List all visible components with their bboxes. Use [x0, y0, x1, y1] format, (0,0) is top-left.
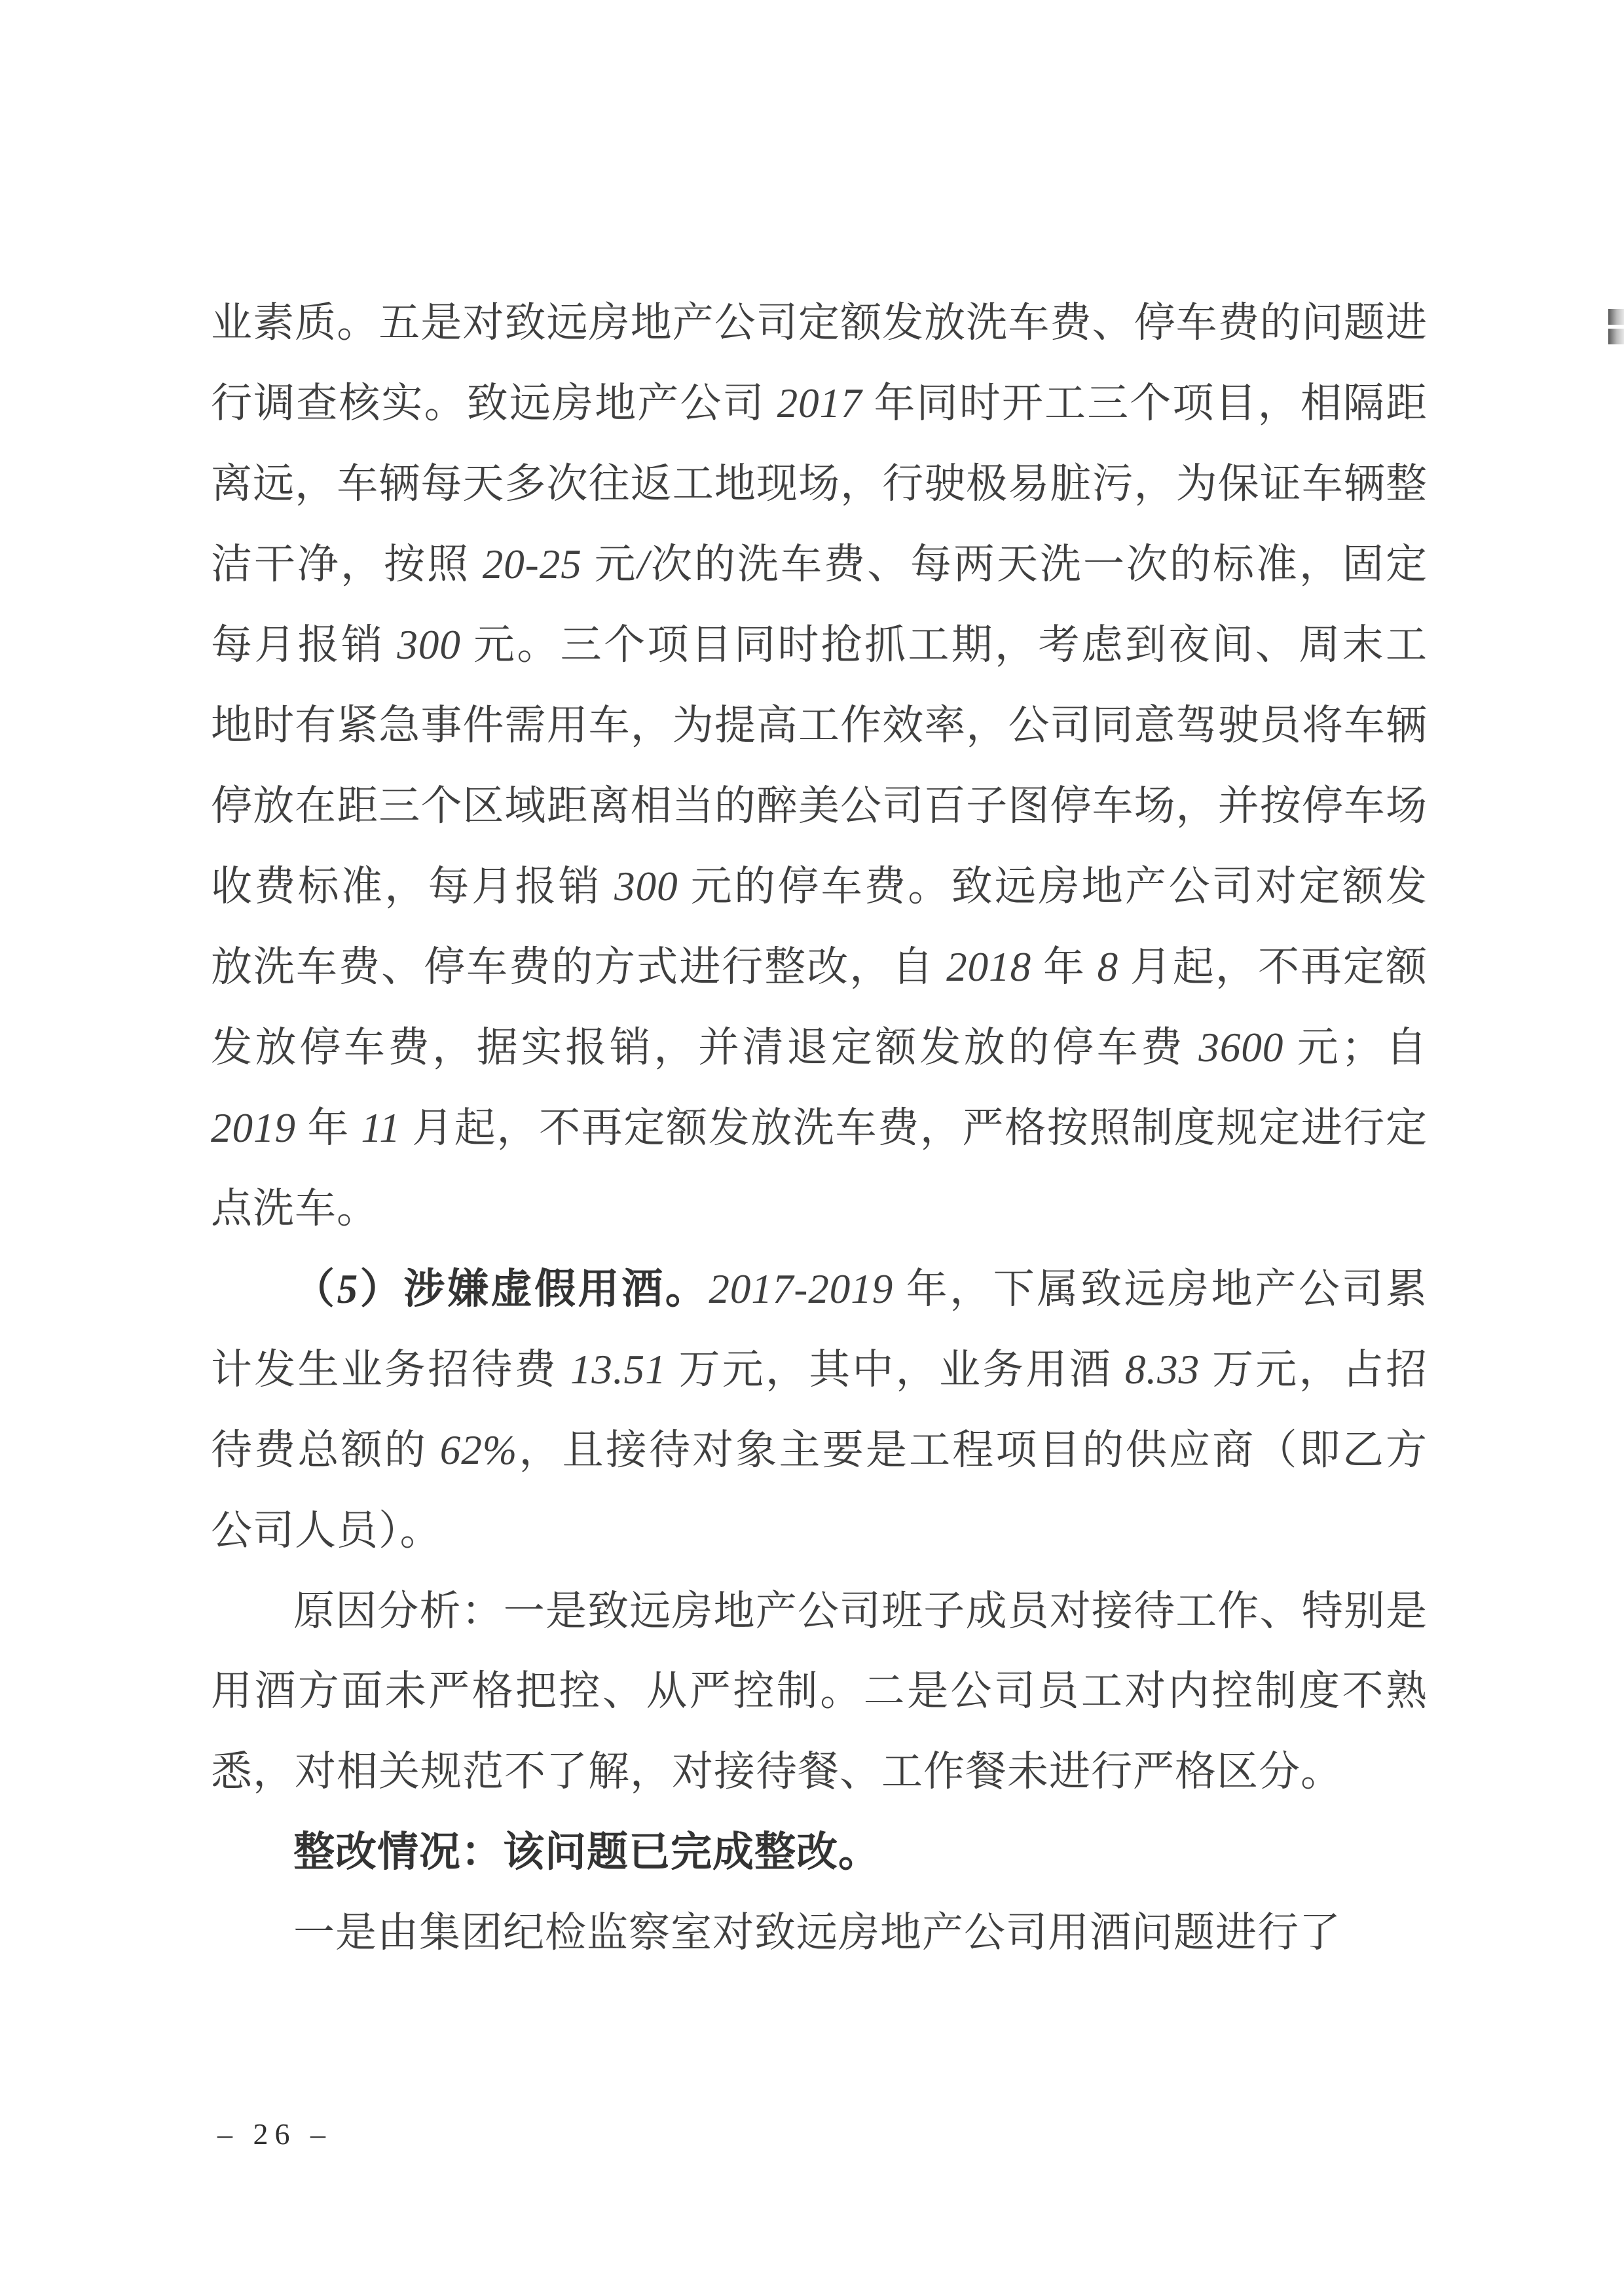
- paragraph-rectification-step-1: [211, 1893, 1428, 1973]
- paragraph-continued-text: 业素质。五是对致远房地产公司定额发放洗车费、停车费的问题进行调查核实。致远房地产公司 2017 年同时开工三个项目，相隔距离远，车辆每天多次往返工地现场，行驶极易脏污，为保证车辆整洁干净，按照 20-25 元/次的洗车费、每两天洗一次的标准，固定每月报销 300 元。三个项目同时抢抓工期，考虑到夜间、周末工地时有紧急事件需用车，为提高工作效率，公司同意驾驶员将车辆停放在距三个区域距离相当的醉美公司百子图停车场，并按停车场收费标准，每月报销 300 元的停车费。致远房地产公司对定额发放洗车费、停车费的方式进行整改，自 2018 年 8 月起，不再定额发放停车费，据实报销，并清退定额发放的停车费 3600 元；自 2019 年 11 月起，不再定额发放洗车费，严格按照制度规定进行定点洗车。: [211, 300, 1428, 1231]
- paragraph-cause-analysis: [211, 1571, 1428, 1813]
- paragraph-cause-analysis-text: 原因分析：一是致远房地产公司班子成员对接待工作、特别是用酒方面未严格把控、从严控制。二是公司员工对内控制度不熟悉，对相关规范不了解，对接待餐、工作餐未进行严格区分。: [211, 1588, 1428, 1795]
- paragraph-rectification-status-text: 整改情况：该问题已完成整改。: [293, 1829, 880, 1876]
- paragraph-item-5-heading: （5）涉嫌虚假用酒。: [293, 1266, 709, 1312]
- paragraph-continued: [211, 283, 1428, 1249]
- paragraph-item-5-body: 2017-2019 年，下属致远房地产公司累计发生业务招待费 13.51 万元，其中，业务用酒 8.33 万元，占招待费总额的 62%，且接待对象主要是工程项目的供应商（即乙方公司人员）。: [211, 1266, 1428, 1554]
- scan-artifact-bar-top: [1608, 309, 1624, 325]
- scan-artifact-mark: [1608, 309, 1624, 344]
- paragraph-item-5: [211, 1249, 1428, 1571]
- paragraph-rectification-status: [211, 1812, 1428, 1893]
- document-body-text: [211, 283, 1428, 1973]
- scan-artifact-bar-bottom: [1608, 329, 1624, 344]
- paragraph-rectification-step-1-text: 一是由集团纪检监察室对致远房地产公司用酒问题进行了: [293, 1910, 1341, 1956]
- page-number: – 26 –: [217, 2117, 332, 2151]
